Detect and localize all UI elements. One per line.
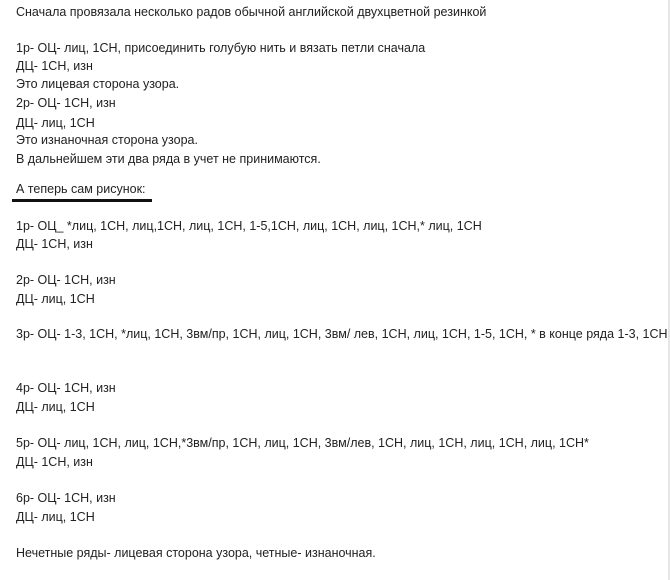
pattern-footer: Нечетные ряды- лицевая сторона узора, четные- изнаночная. xyxy=(16,546,376,560)
heading-underline xyxy=(12,199,152,202)
pattern-row6-dc: ДЦ- лиц, 1СН xyxy=(16,510,95,524)
pattern-row4-dc: ДЦ- лиц, 1СН xyxy=(16,400,95,414)
pattern-row4-oc: 4р- ОЦ- 1СН, изн xyxy=(16,381,116,395)
pattern-row6-oc: 6р- ОЦ- 1СН, изн xyxy=(16,491,116,505)
pattern-row1-dc: ДЦ- 1СН, изн xyxy=(16,237,93,251)
intro-row2-oc: 2р- ОЦ- 1СН, изн xyxy=(16,96,116,110)
pattern-heading: А теперь сам рисунок: xyxy=(16,182,146,196)
pattern-row2-dc: ДЦ- лиц, 1СН xyxy=(16,292,95,306)
pattern-row3-oc: 3р- ОЦ- 1-3, 1СН, *лиц, 1СН, 3вм/пр, 1СН, лиц, 1СН, 3вм/ лев, 1СН, лиц, 1СН, 1-5, 1СН, * в конце ряда 1-3, 1СН xyxy=(16,327,668,341)
intro-row2-dc: ДЦ- лиц, 1СН xyxy=(16,116,95,130)
intro-front-side-note: Это лицевая сторона узора. xyxy=(16,77,180,91)
intro-row1-oc: 1р- ОЦ- лиц, 1СН, присоединить голубую нить и вязать петли сначала xyxy=(16,41,426,55)
intro-title: Сначала провязала несколько радов обычной английской двухцветной резинкой xyxy=(16,5,487,19)
pattern-row5-oc: 5р- ОЦ- лиц, 1СН, лиц, 1СН,*3вм/пр, 1СН, лиц, 1СН, 3вм/лев, 1СН, лиц, 1СН, лиц, 1СН, лиц, 1СН* xyxy=(16,436,589,450)
intro-back-side-note: Это изнаночная сторона узора. xyxy=(16,133,198,147)
pattern-row5-dc: ДЦ- 1СН, изн xyxy=(16,455,93,469)
pattern-row1-oc: 1р- ОЦ_ *лиц, 1СН, лиц,1СН, лиц, 1СН, 1-5,1СН, лиц, 1СН, лиц, 1СН,* лиц, 1СН xyxy=(16,219,482,233)
intro-ignore-note: В дальнейшем эти два ряда в учет не принимаются. xyxy=(16,152,321,166)
pattern-row2-oc: 2р- ОЦ- 1СН, изн xyxy=(16,273,116,287)
intro-row1-dc: ДЦ- 1СН, изн xyxy=(16,59,93,73)
